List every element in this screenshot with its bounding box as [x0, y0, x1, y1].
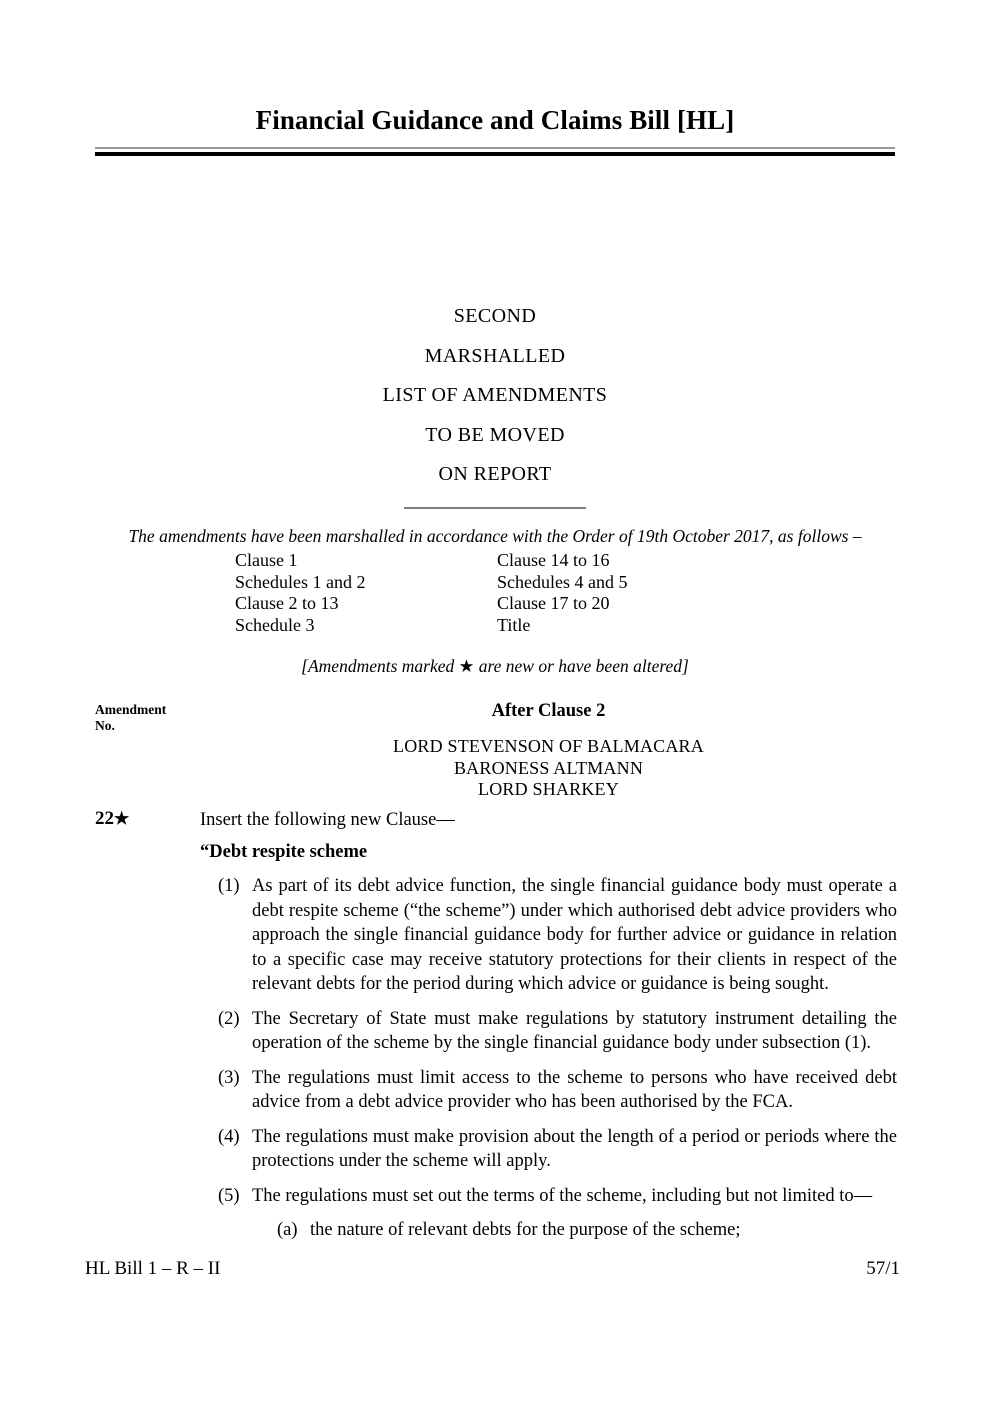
- clause-list-left: Schedules 1 and 2: [235, 571, 366, 592]
- subsection-number: (2): [218, 1008, 240, 1029]
- subsection-text: The regulations must limit access to the scheme to persons who have received debt advice from a debt advice provider who has been authorised by the FCA.: [252, 1067, 897, 1112]
- sponsor-name: LORD STEVENSON OF BALMACARA: [393, 736, 704, 756]
- subsection: [200, 1125, 897, 1174]
- heading-line-5: ON REPORT: [438, 463, 552, 485]
- page-title: Financial Guidance and Claims Bill [HL]: [255, 105, 735, 135]
- clause-list-right: Clause 14 to 16: [497, 550, 610, 570]
- clause-list-left: Schedule 3: [235, 614, 315, 635]
- amendment-label-line-2: No.: [95, 717, 115, 733]
- heading-line-4: TO BE MOVED: [425, 423, 565, 446]
- amendment-number-value: 22: [95, 808, 114, 829]
- clause-list-row: [235, 615, 755, 637]
- marshalling-note: The amendments have been marshalled in accordance with the Order of 19th October 2017, as follows –: [128, 526, 862, 546]
- subsection: [200, 1007, 897, 1056]
- clause-list-right: Title: [497, 614, 531, 635]
- clause-list: [235, 550, 755, 636]
- new-clause-heading: “Debt respite scheme: [200, 842, 368, 862]
- star-note-after: are new or have been altered]: [474, 656, 689, 676]
- document-heading-block: [95, 305, 895, 503]
- after-clause-heading: After Clause 2: [491, 701, 606, 721]
- subsection-number: (1): [218, 876, 240, 896]
- subsection: [200, 874, 897, 997]
- subsection-text: The Secretary of State must make regulations by statutory instrument detailing the operation of the scheme by the single financial guidance body under subsection (1).: [252, 1008, 897, 1053]
- subsection: [200, 1066, 897, 1115]
- sub-item-letter: (a): [277, 1220, 298, 1240]
- footer-bill-reference: HL Bill 1 – R – II: [85, 1258, 221, 1279]
- heading-line-3: LIST OF AMENDMENTS: [382, 384, 608, 406]
- footer-page-number: 57/1: [866, 1258, 900, 1279]
- amendment-number: [95, 808, 129, 830]
- star-note-before: [Amendments marked: [301, 656, 459, 676]
- subsection: [200, 1184, 897, 1209]
- clause-list-left: Clause 1: [235, 550, 298, 570]
- clause-list-left: Clause 2 to 13: [235, 593, 339, 613]
- subsection-number: (3): [218, 1067, 240, 1088]
- star-note: [95, 656, 895, 677]
- amendment-body: [200, 808, 897, 1243]
- clause-list-row: [235, 593, 755, 615]
- clause-list-right: Clause 17 to 20: [497, 593, 610, 613]
- page-footer: [85, 1258, 900, 1280]
- star-icon: ★: [114, 809, 130, 828]
- heading-line-2: MARSHALLED: [424, 344, 566, 367]
- insert-instruction: Insert the following new Clause—: [200, 810, 455, 830]
- title-rule-thin: [95, 147, 895, 149]
- clause-list-row: [235, 572, 755, 594]
- sub-item: [200, 1218, 897, 1243]
- subsection-text: The regulations must set out the terms of the scheme, including but not limited to—: [252, 1185, 873, 1206]
- amendment-label-line-1: Amendment: [95, 702, 167, 717]
- star-icon: ★: [458, 656, 475, 676]
- sponsor-name: LORD SHARKEY: [478, 779, 619, 799]
- subsection-text: As part of its debt advice function, the single financial guidance body must operate a debt respite scheme (“the scheme”) under which authorised debt advice providers who approach the single financial guidance body for further advice or guidance in relation to a specific case may receive statutory protections for their clients in respect of the relevant debts for the period during which advice or guidance is being sought.: [252, 876, 897, 994]
- subsection-number: (5): [218, 1185, 240, 1206]
- clause-list-row: [235, 550, 755, 572]
- subsection-text: The regulations must make provision about the length of a period or periods where the protections under the scheme will apply.: [252, 1126, 897, 1171]
- heading-line-1: SECOND: [453, 305, 537, 327]
- section-divider: [404, 507, 586, 509]
- sponsor-list: [200, 736, 897, 801]
- sponsor-name: BARONESS ALTMANN: [453, 757, 644, 778]
- sub-item-text: the nature of relevant debts for the purpose of the scheme;: [310, 1220, 741, 1240]
- amendment-number-column-label: [95, 702, 205, 733]
- clause-list-right: Schedules 4 and 5: [497, 571, 628, 592]
- title-rule-thick: [95, 152, 895, 156]
- subsection-number: (4): [218, 1126, 240, 1147]
